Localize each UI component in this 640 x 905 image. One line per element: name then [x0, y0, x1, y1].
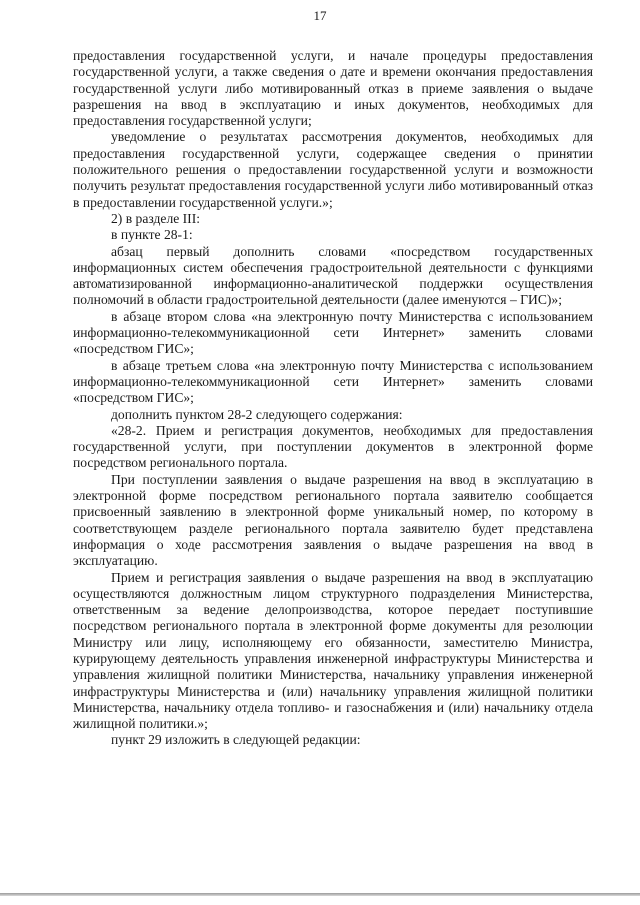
document-body [73, 48, 593, 749]
paragraph: 2) в разделе III: [111, 210, 201, 226]
paragraph: в абзаце втором слова «на электронную почту Министерства с использованием информационно-телекоммуникационной сети Интернет» заменить словами «посредством ГИС»; [73, 308, 593, 357]
paragraph: Прием и регистрация заявления о выдаче разрешения на ввод в эксплуатацию осуществляются должностным лицом структурного подразделения Министерства, ответственным за ведение делопроизводства, которое передает поступившие посредством регионального портала в электронной форме документы для резолюции Министру или лицу, исполняющему его обязанности, заместителю Министра, курирующему деятельность управления инженерной инфраструктуры Министерства и управления жилищной политики Министерства, начальнику управления инженерной инфраструктуры Министерства и (или) начальнику управления жилищной политики Министерства, начальнику отдела топливо- и газоснабжения и (или) начальнику отдела жилищной политики.»; [73, 569, 593, 732]
paragraph: абзац первый дополнить словами «посредством государственных информационных систем обеспечения градостроительной деятельности с функциями автоматизированной информационно-аналитической поддержки осуществления полномочий в области градостроительной деятельности (далее именуются – ГИС)»; [73, 243, 593, 308]
paragraph: При поступлении заявления о выдаче разрешения на ввод в эксплуатацию в электронной форме посредством регионального портала заявителю сообщается присвоенный заявлению в электронной форме уникальный номер, по которому в соответствующем разделе регионального портала заявителю будет представлена информация о ходе рассмотрения заявления о выдаче разрешения на ввод в эксплуатацию. [73, 471, 593, 569]
paragraph: предоставления государственной услуги, и начале процедуры предоставления государственной услуги, а также сведения о дате и времени окончания предоставления государственной услуги либо мотивированный отказ в приеме заявления о выдаче разрешения на ввод в эксплуатацию и иных документов, необходимых для предоставления государственной услуги; [73, 48, 593, 129]
paragraph: «28-2. Прием и регистрация документов, необходимых для предоставления государственной услуги, при поступлении документов в электронной форме посредством регионального портала. [73, 422, 593, 471]
paragraph: пункт 29 изложить в следующей редакции: [111, 732, 361, 748]
paragraph: в абзаце третьем слова «на электронную почту Министерства с использованием информационно-телекоммуникационной сети Интернет» заменить словами «посредством ГИС»; [73, 357, 593, 406]
paragraph: дополнить пунктом 28-2 следующего содержания: [111, 406, 403, 422]
paragraph: в пункте 28-1: [111, 227, 193, 243]
scan-bottom-edge [0, 893, 640, 896]
page-number: 17 [313, 8, 327, 23]
paragraph: уведомление о результатах рассмотрения документов, необходимых для предоставления государственной услуги, содержащее сведения о принятии положительного решения о предоставлении государственной услуги и возможности получить результат предоставления государственной услуги либо мотивированный отказ в предоставлении государственной услуги.»; [73, 129, 593, 210]
